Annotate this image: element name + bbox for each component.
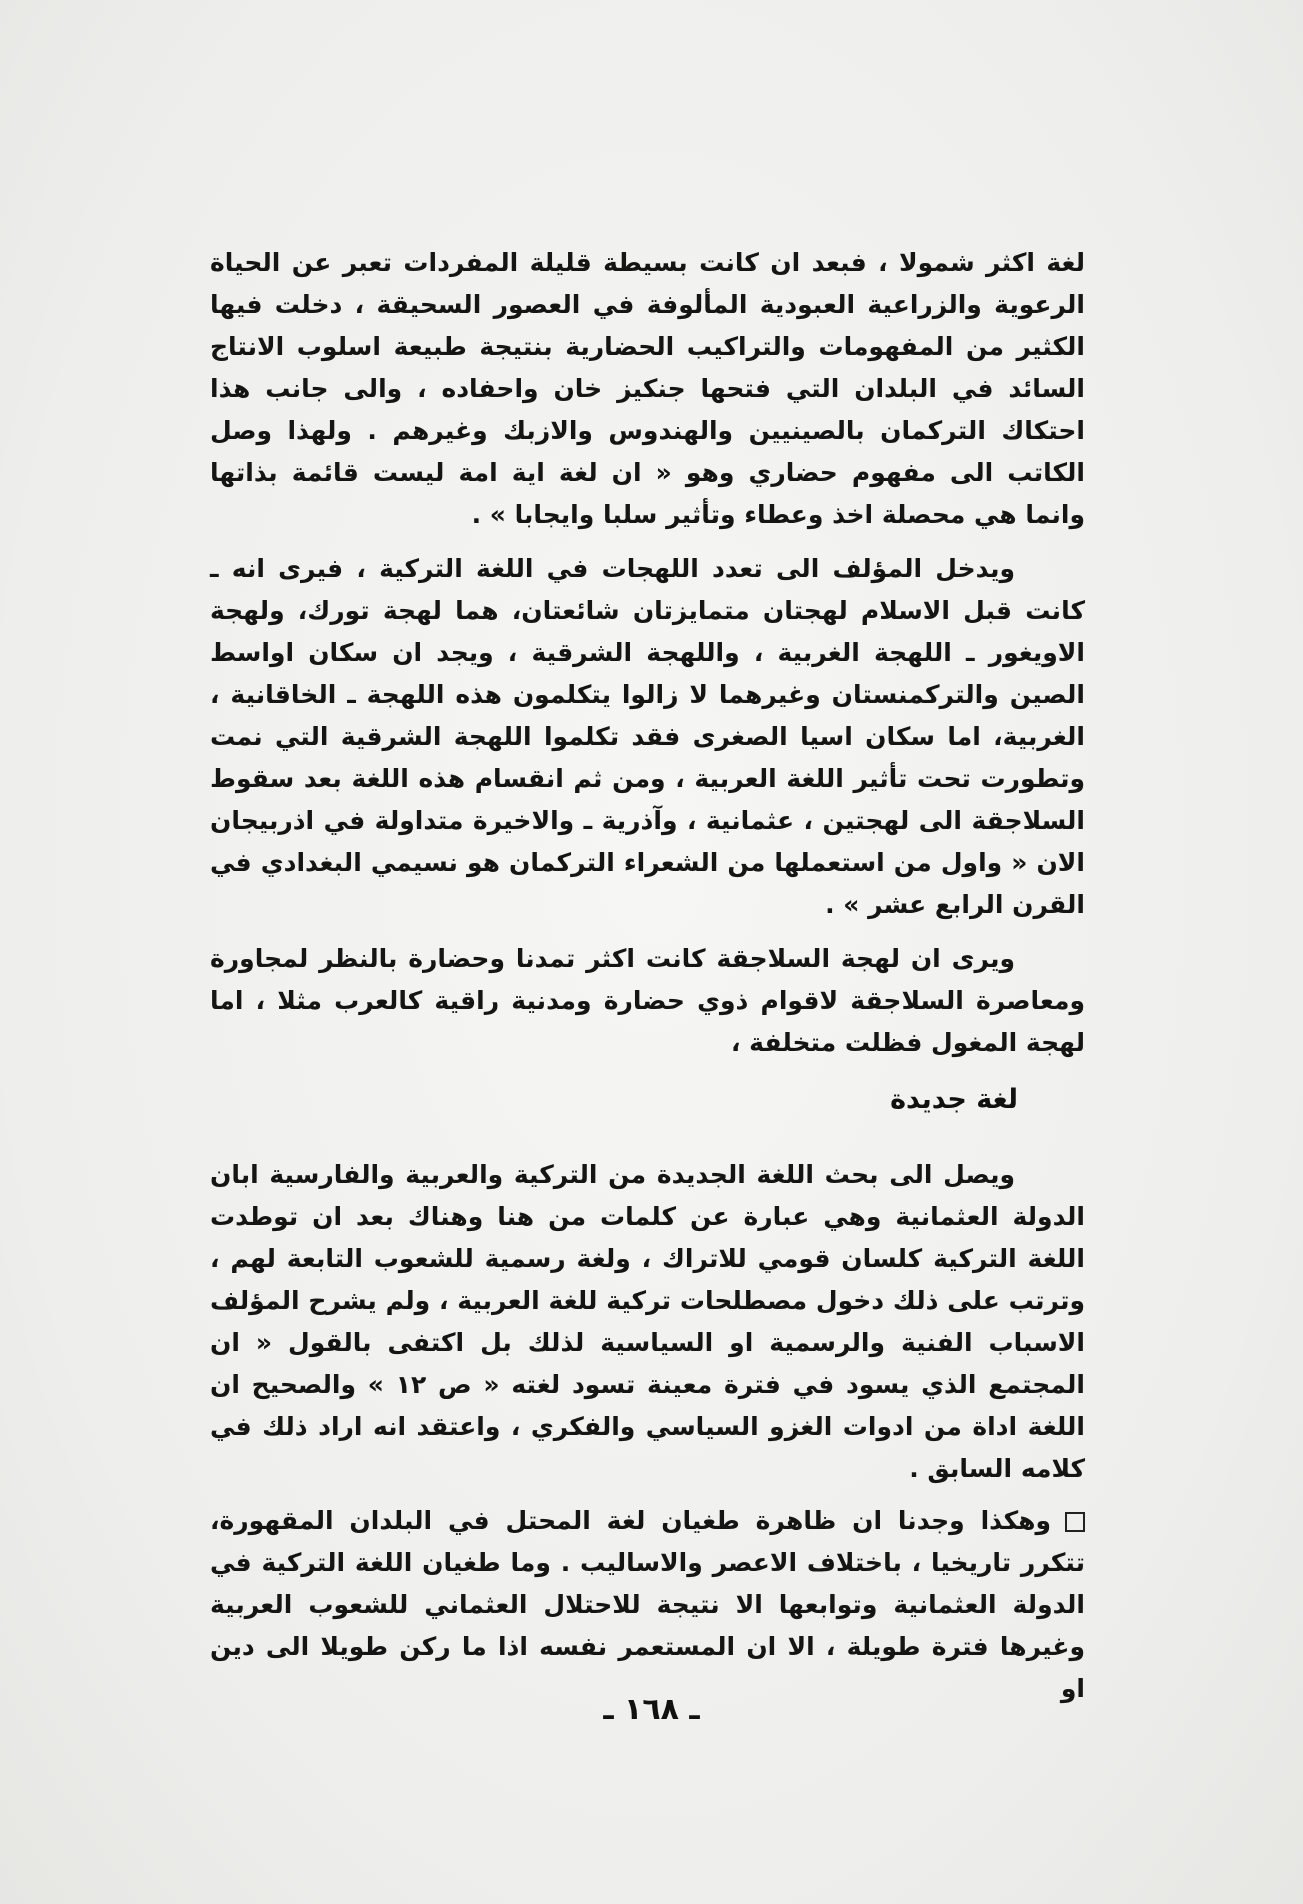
paragraph-block-2 xyxy=(210,548,1085,926)
square-bullet-icon xyxy=(1065,1512,1085,1532)
paragraph-block-4 xyxy=(210,1154,1085,1490)
paragraph-2: ويدخل المؤلف الى تعدد اللهجات في اللغة التركية ، فيرى انه ـ كانت قبل الاسلام لهجتان متمايزتان شائعتان، هما لهجة تورك، ولهجة الاويغور ـ اللهجة الغربية ، واللهجة الشرقية ، ويجد ان سكان اواسط الصين والتركمنستان وغيرهما لا زالوا يتكلمون هذه اللهجة ـ الخاقانية ، الغربية، اما سكان اسيا الصغرى فقد تكلموا اللهجة الشرقية التي نمت وتطورت تحت تأثير اللغة العربية ، ومن ثم انقسام هذه اللغة بعد سقوط السلاجقة الى لهجتين ، عثمانية ، وآذرية ـ والاخيرة متداولة في اذربيجان الان « واول من استعملها من الشعراء التركمان هو نسيمي البغدادي في القرن الرابع عشر » . xyxy=(210,554,1085,919)
paragraph-3: ويرى ان لهجة السلاجقة كانت اكثر تمدنا وحضارة بالنظر لمجاورة ومعاصرة السلاجقة لاقوام ذوي حضارة ومدنية راقية كالعرب مثلا ، اما لهجة المغول فظلت متخلفة ، xyxy=(210,944,1085,1057)
paragraph-block-3 xyxy=(210,938,1085,1064)
paragraph-4: ويصل الى بحث اللغة الجديدة من التركية والعربية والفارسية ابان الدولة العثمانية وهي عبارة عن كلمات من هنا وهناك بعد ان توطدت اللغة التركية كلسان قومي للاتراك ، ولغة رسمية للشعوب التابعة لهم ، وترتب على ذلك دخول مصطلحات تركية للغة العربية ، ولم يشرح المؤلف الاسباب الفنية والرسمية او السياسية لذلك بل اكتفى بالقول « ان المجتمع الذي يسود في فترة معينة تسود لغته « ص ١٢ » والصحيح ان اللغة اداة من ادوات الغزو السياسي والفكري ، واعتقد انه اراد ذلك في كلامه السابق . xyxy=(210,1160,1085,1483)
paragraph-1: لغة اكثر شمولا ، فبعد ان كانت بسيطة قليلة المفردات تعبر عن الحياة الرعوية والزراعية العبودية المألوفة في العصور السحيقة ، دخلت فيها الكثير من المفهومات والتراكيب الحضارية بنتيجة طبيعة اسلوب الانتاج السائد في البلدان التي فتحها جنكيز خان واحفاده ، والى جانب هذا احتكاك التركمان بالصينيين والهندوس والازبك وغيرهم . ولهذا وصل الكاتب الى مفهوم حضاري وهو « ان لغة اية امة ليست قائمة بذاتها وانما هي محصلة اخذ وعطاء وتأثير سلبا وايجابا » . xyxy=(210,248,1085,529)
paragraph-5: وهكذا وجدنا ان ظاهرة طغيان لغة المحتل في البلدان المقهورة، تتكرر تاريخيا ، باختلاف الاعصر والاساليب . وما طغيان اللغة التركية في الدولة العثمانية وتوابعها الا نتيجة للاحتلال العثماني للشعوب العربية وغيرها فترة طويلة ، الا ان المستعمر نفسه اذا ما ركن طويلا الى دين او xyxy=(210,1506,1085,1703)
paragraph-block-1 xyxy=(210,242,1085,536)
paragraph-5-wrapper xyxy=(210,1500,1085,1710)
paragraph-block-5 xyxy=(210,1500,1085,1710)
page-number: ـ ١٦٨ ـ xyxy=(603,1692,700,1727)
section-heading: لغة جديدة xyxy=(890,1084,1018,1115)
